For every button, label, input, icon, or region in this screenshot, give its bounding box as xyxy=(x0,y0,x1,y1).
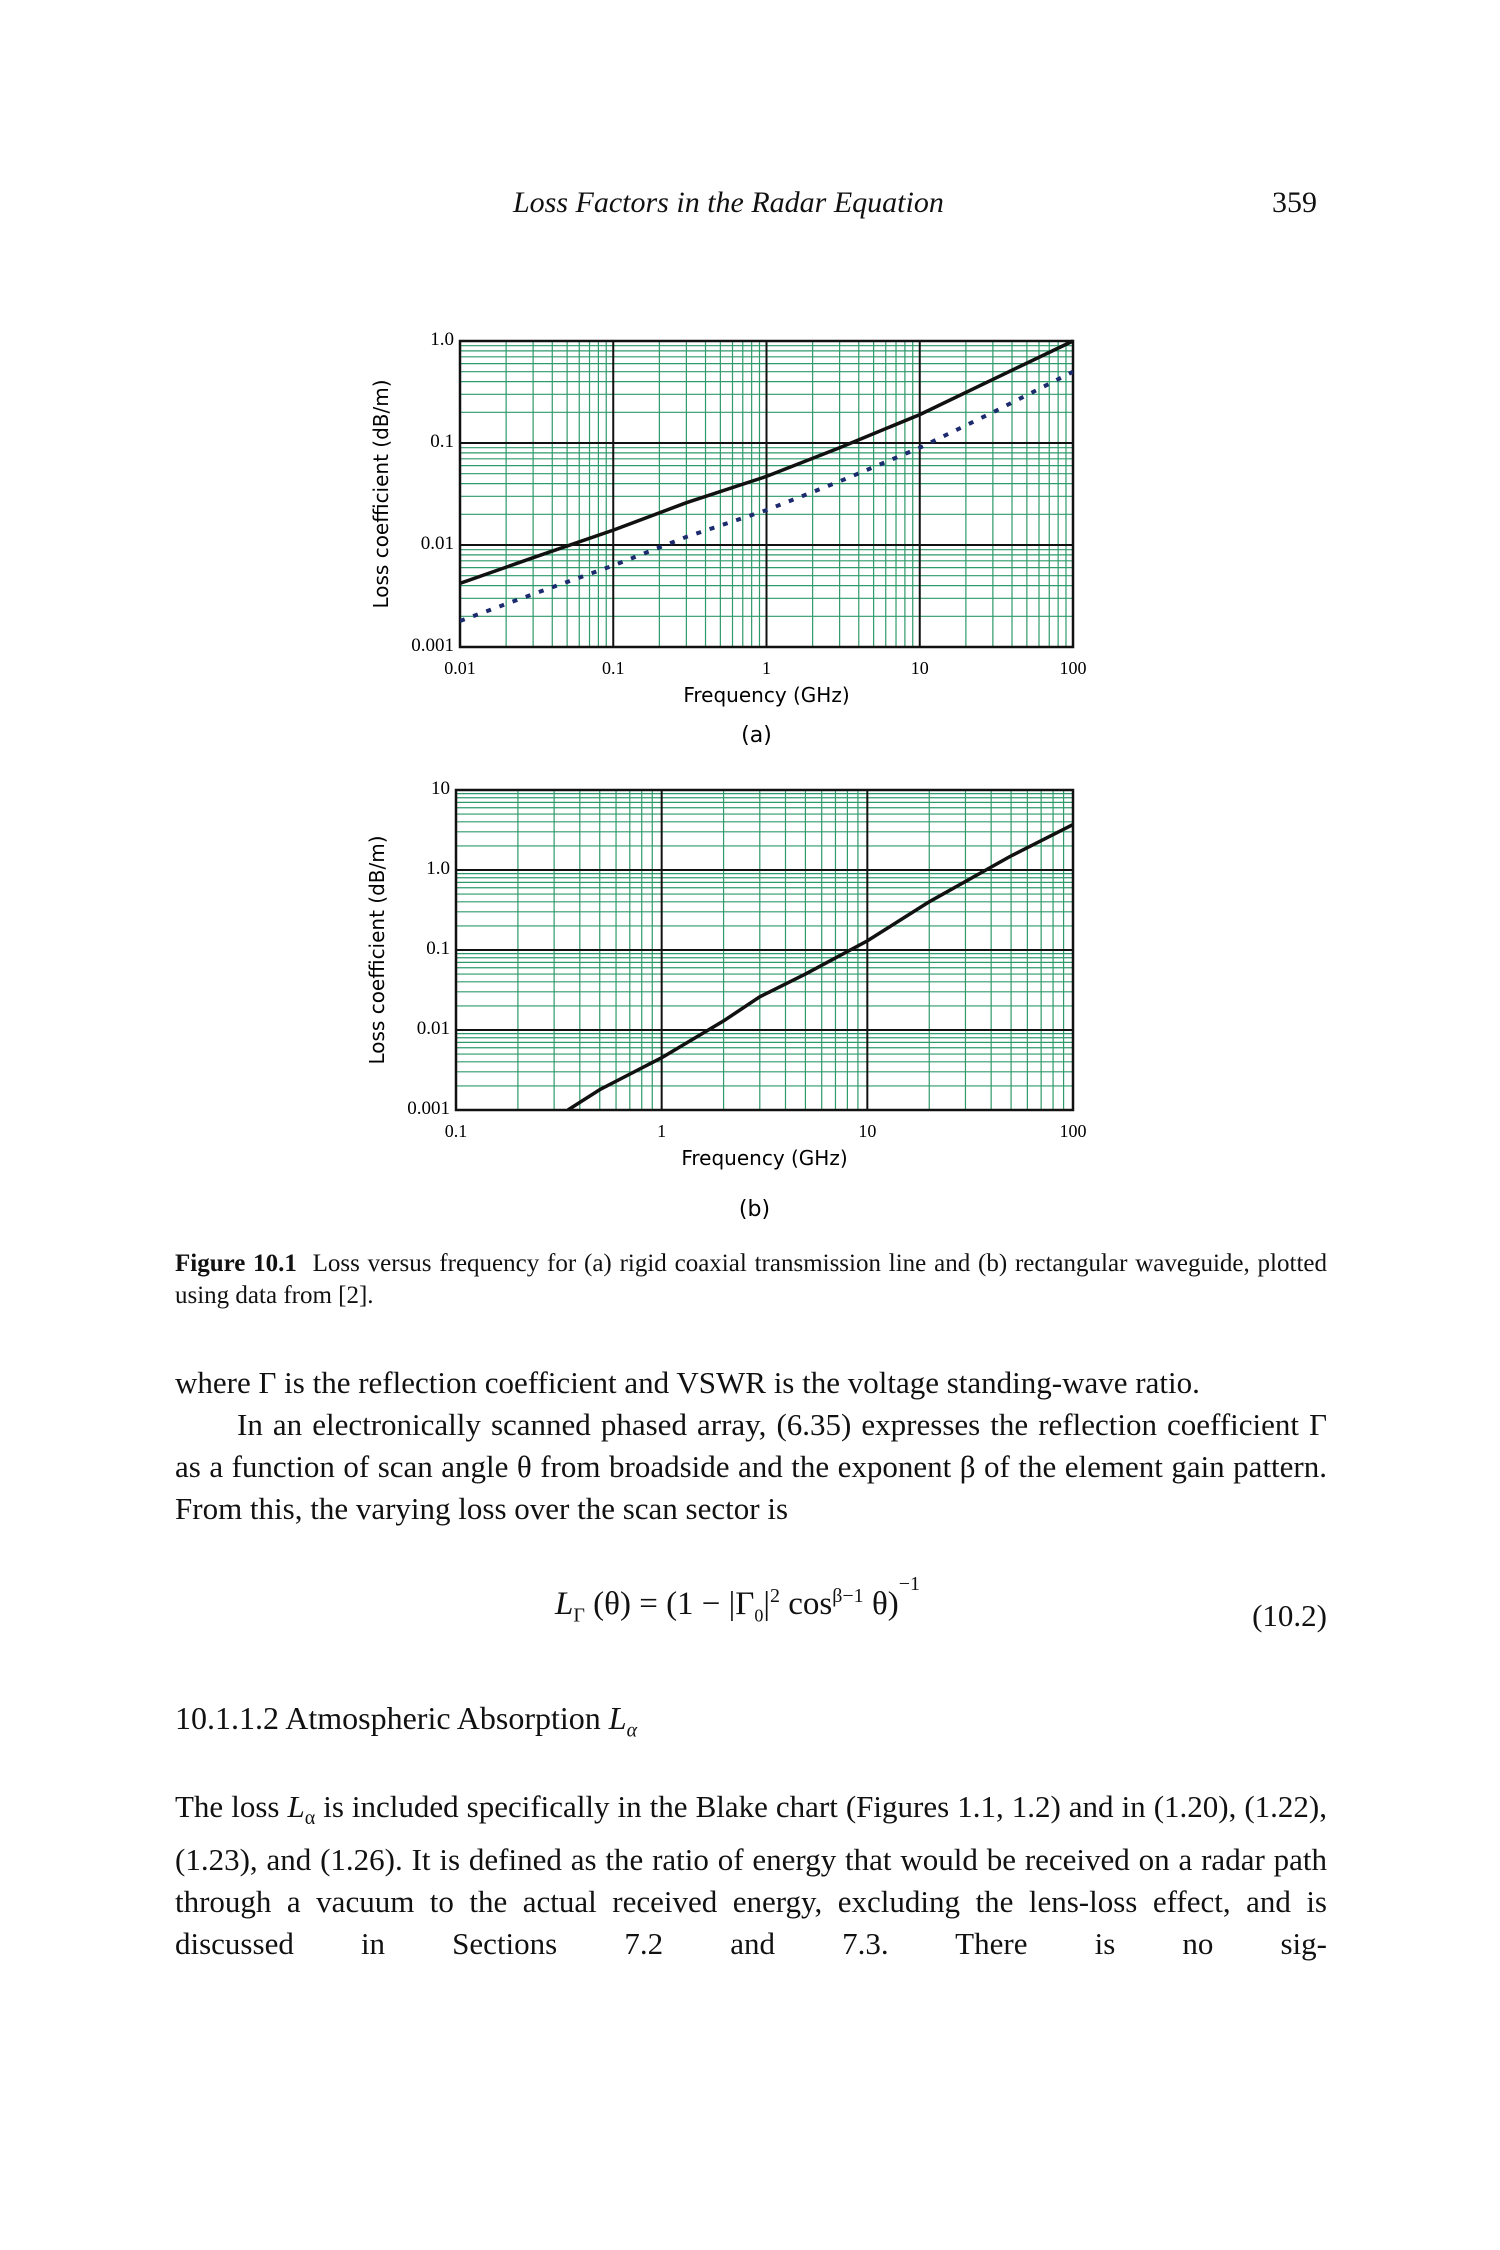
p3-start: The loss xyxy=(175,1789,288,1824)
eq-tail: θ) xyxy=(863,1586,899,1622)
x-tick-label: 10 xyxy=(910,658,929,678)
x-tick-label: 1 xyxy=(762,658,771,678)
x-tick-label: 100 xyxy=(1059,658,1087,678)
x-tick-label: 10 xyxy=(858,1121,877,1141)
x-axis-label: Frequency (GHz) xyxy=(683,683,850,707)
eq-abs-sup: 2 xyxy=(769,1585,780,1607)
heading-text: 10.1.1.2 Atmospheric Absorption xyxy=(175,1700,609,1736)
panel-label: (b) xyxy=(738,1197,771,1222)
y-tick-label: 0.001 xyxy=(407,1098,450,1119)
p3-sub: α xyxy=(304,1807,316,1830)
figure-caption xyxy=(175,1248,1327,1312)
x-tick-label: 100 xyxy=(1059,1121,1087,1141)
y-axis-label: Loss coefficient (dB/m) xyxy=(365,835,389,1065)
page-number: 359 xyxy=(1272,186,1317,219)
x-tick-label: 0.01 xyxy=(444,658,476,678)
y-tick-label: 0.001 xyxy=(411,635,454,656)
eq-lhs-sub: Γ xyxy=(573,1604,585,1627)
p3-rest: is included specifically in the Blake chart (Figures 1.1, 1.2) and in (1.20), (1.22), (1.23), and (1.26). It is defined as the ratio of energy that would be received on a radar path through a vacuum to the actual received energy, excluding the lens-loss effect, and is discussed in Sections 7.2 and 7.3. There is no sig- xyxy=(175,1789,1327,1962)
equation-10-2 xyxy=(555,1573,921,1628)
equation-number: (10.2) xyxy=(1252,1598,1327,1633)
chart-b xyxy=(365,778,1087,1222)
caption-text: Loss versus frequency for (a) rigid coaxial transmission line and (b) rectangular waveguide, plotted using data from [2]. xyxy=(175,1250,1327,1309)
p3-symbol: L xyxy=(287,1789,305,1824)
paragraph-3 xyxy=(175,1786,1327,1965)
section-heading xyxy=(175,1700,637,1742)
x-axis-label: Frequency (GHz) xyxy=(681,1146,848,1170)
y-axis-label: Loss coefficient (dB/m) xyxy=(369,379,393,609)
x-tick-label: 0.1 xyxy=(602,658,625,678)
y-tick-label: 1.0 xyxy=(426,858,450,879)
eq-g-sub: 0 xyxy=(754,1605,764,1626)
panel-label: (a) xyxy=(741,723,772,748)
eq-cos-sup: β−1 xyxy=(832,1585,864,1607)
heading-symbol: L xyxy=(608,1700,627,1736)
y-tick-label: 1.0 xyxy=(430,329,454,350)
paragraph-2: In an electronically scanned phased array, (6.35) expresses the reflection coefficient Γ as a function of scan angle θ from broadside and the exponent β of the element gain pattern. From this, the varying loss over the scan sector is xyxy=(175,1407,1327,1526)
eq-abs-bar: | xyxy=(763,1586,770,1622)
running-title: Loss Factors in the Radar Equation xyxy=(513,186,944,219)
y-tick-label: 0.01 xyxy=(416,1018,450,1039)
y-tick-label: 0.1 xyxy=(430,431,454,452)
caption-label: Figure 10.1 xyxy=(175,1250,297,1277)
y-tick-label: 0.1 xyxy=(426,938,450,959)
x-tick-label: 0.1 xyxy=(444,1121,468,1141)
x-tick-label: 1 xyxy=(657,1121,667,1141)
eq-arg: (θ) = (1 − |Γ xyxy=(593,1586,755,1622)
eq-lhs: L xyxy=(555,1586,574,1622)
paragraph-1: where Γ is the reflection coefficient and VSWR is the voltage standing-wave ratio. xyxy=(175,1365,1200,1400)
heading-sub: α xyxy=(626,1719,638,1742)
eq-cos: cos xyxy=(779,1586,833,1622)
y-tick-label: 0.01 xyxy=(420,533,454,554)
chart-a xyxy=(369,329,1087,748)
y-tick-label: 10 xyxy=(431,778,450,799)
eq-outer-sup: −1 xyxy=(898,1573,921,1595)
